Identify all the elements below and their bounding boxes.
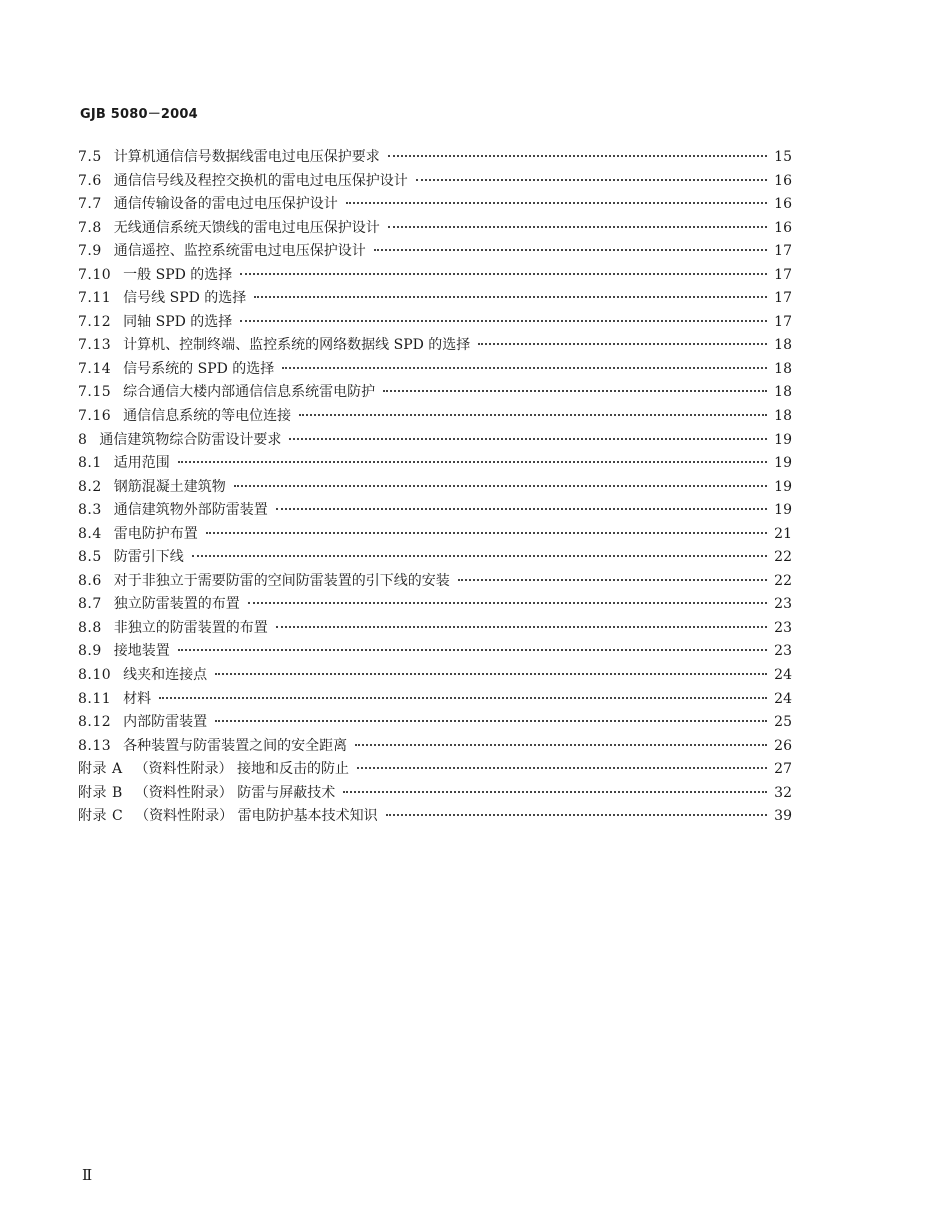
toc-entry[interactable]: [78, 170, 792, 194]
toc-entry-page: 16: [774, 196, 792, 213]
toc-entry-number: 7.8: [78, 219, 102, 236]
toc-entry-title: 通信遥控、监控系统雷电过电压保护设计: [113, 243, 366, 260]
toc-entry-number: 8.13: [78, 737, 112, 754]
toc-entry-page: 23: [774, 643, 792, 660]
toc-entry-number: 7.5: [78, 149, 102, 165]
toc-entry-title: 对于非独立于需要防雷的空间防雷装置的引下线的安装: [113, 572, 450, 589]
toc-entry-title: 雷电防护布置: [113, 525, 198, 542]
toc-entry-title: （资料性附录） 接地和反击的防止: [134, 761, 350, 778]
toc-entry[interactable]: [78, 546, 792, 570]
toc-entry[interactable]: [78, 476, 792, 500]
toc-entry[interactable]: [78, 688, 792, 712]
toc-entry-number: 7.13: [78, 337, 112, 354]
toc-entry-title: （资料性附录） 雷电防护基本技术知识: [135, 808, 378, 825]
toc-entry-number: 7.7: [78, 196, 102, 213]
toc-leader-dots: [357, 767, 767, 769]
toc-leader-dots: [248, 602, 767, 604]
toc-entry-page: 15: [774, 149, 792, 165]
toc-entry-number: 7.16: [78, 408, 112, 425]
toc-entry-page: 24: [774, 667, 792, 684]
toc-entry-number: 7.10: [78, 266, 112, 283]
toc-entry-number: 8.10: [78, 667, 112, 684]
toc-entry-number: 8.5: [78, 549, 102, 566]
table-of-contents: [78, 146, 792, 829]
toc-leader-dots: [416, 179, 767, 181]
toc-leader-dots: [383, 390, 767, 392]
toc-entry-page: 17: [774, 266, 792, 283]
toc-leader-dots: [234, 485, 767, 487]
toc-entry[interactable]: [78, 264, 792, 288]
toc-entry-number: 7.15: [78, 384, 112, 401]
toc-entry[interactable]: [78, 570, 792, 594]
toc-leader-dots: [289, 438, 767, 440]
toc-leader-dots: [282, 367, 767, 369]
toc-leader-dots: [178, 461, 767, 463]
toc-entry-page: 25: [774, 714, 792, 731]
toc-entry[interactable]: [78, 735, 792, 759]
toc-entry-page: 17: [774, 313, 792, 330]
toc-leader-dots: [355, 744, 767, 746]
toc-entry-page: 26: [774, 737, 792, 754]
toc-entry-number: 8.8: [78, 619, 102, 636]
toc-entry[interactable]: [78, 381, 792, 405]
toc-leader-dots: [386, 814, 767, 816]
toc-entry-title: 无线通信系统天馈线的雷电过电压保护设计: [113, 219, 380, 236]
toc-entry-number: 8.9: [78, 643, 102, 660]
toc-entry[interactable]: [78, 664, 792, 688]
toc-entry-page: 18: [774, 337, 792, 354]
toc-entry[interactable]: [78, 523, 792, 547]
toc-leader-dots: [276, 626, 767, 628]
toc-entry[interactable]: [78, 452, 792, 476]
toc-entry-title: 一般 SPD 的选择: [123, 266, 233, 283]
toc-entry-number: 8.11: [78, 690, 112, 707]
toc-entry-number: 8.1: [78, 455, 102, 472]
toc-entry-title: 通信信号线及程控交换机的雷电过电压保护设计: [113, 172, 408, 189]
toc-entry[interactable]: [78, 782, 792, 806]
toc-entry-title: 钢筋混凝土建筑物: [113, 478, 226, 495]
toc-entry[interactable]: [78, 217, 792, 241]
toc-entry-title: 信号线 SPD 的选择: [123, 290, 247, 307]
toc-entry-page: 27: [774, 761, 792, 778]
toc-entry-page: 19: [774, 431, 792, 448]
toc-entry-page: 22: [774, 572, 792, 589]
toc-entry-title: 通信建筑物综合防雷设计要求: [99, 431, 282, 448]
toc-entry-title: 信号系统的 SPD 的选择: [123, 360, 275, 377]
toc-entry-title: 内部防雷装置: [123, 714, 208, 731]
toc-leader-dots: [240, 320, 767, 322]
toc-entry-title: 各种装置与防雷装置之间的安全距离: [123, 737, 348, 754]
toc-entry-title: 通信建筑物外部防雷装置: [113, 502, 268, 519]
toc-entry-page: 16: [774, 219, 792, 236]
toc-leader-dots: [299, 414, 767, 416]
toc-entry[interactable]: [78, 287, 792, 311]
toc-entry[interactable]: [78, 240, 792, 264]
toc-leader-dots: [159, 697, 767, 699]
toc-entry[interactable]: [78, 358, 792, 382]
toc-entry-number: 附录 C: [78, 808, 124, 825]
toc-entry-number: 8.12: [78, 714, 112, 731]
toc-leader-dots: [215, 673, 767, 675]
toc-entry-title: 计算机通信信号数据线雷电过电压保护要求: [113, 149, 380, 165]
toc-entry-page: 23: [774, 596, 792, 613]
toc-entry[interactable]: [78, 311, 792, 335]
toc-entry[interactable]: [78, 805, 792, 829]
toc-leader-dots: [178, 649, 767, 651]
toc-entry[interactable]: [78, 711, 792, 735]
toc-leader-dots: [276, 508, 767, 510]
toc-entry[interactable]: [78, 429, 792, 453]
toc-entry-page: 18: [774, 384, 792, 401]
page-number: Ⅱ: [82, 1166, 93, 1184]
toc-leader-dots: [478, 343, 767, 345]
toc-leader-dots: [254, 296, 767, 298]
toc-entry-page: 18: [774, 408, 792, 425]
toc-entry-title: （资料性附录） 防雷与屏蔽技术: [134, 784, 336, 801]
toc-entry-number: 附录 B: [78, 784, 123, 801]
toc-leader-dots: [388, 155, 767, 157]
toc-leader-dots: [458, 579, 767, 581]
toc-entry-page: 19: [774, 502, 792, 519]
toc-entry-number: 8.7: [78, 596, 102, 613]
toc-entry[interactable]: [78, 146, 792, 170]
toc-entry-number: 7.6: [78, 172, 102, 189]
toc-entry-number: 8: [78, 431, 88, 448]
toc-entry-number: 7.9: [78, 243, 102, 260]
toc-entry[interactable]: [78, 617, 792, 641]
toc-leader-dots: [192, 555, 767, 557]
toc-entry-page: 32: [774, 784, 792, 801]
toc-leader-dots: [206, 532, 767, 534]
toc-leader-dots: [388, 226, 767, 228]
toc-leader-dots: [343, 791, 767, 793]
toc-entry-number: 8.2: [78, 478, 102, 495]
toc-entry-number: 8.6: [78, 572, 102, 589]
toc-entry-title: 综合通信大楼内部通信信息系统雷电防护: [123, 384, 376, 401]
toc-entry-title: 计算机、控制终端、监控系统的网络数据线 SPD 的选择: [123, 337, 471, 354]
toc-entry-title: 通信信息系统的等电位连接: [123, 408, 292, 425]
toc-entry-page: 19: [774, 478, 792, 495]
toc-entry-page: 23: [774, 619, 792, 636]
toc-entry-page: 17: [774, 243, 792, 260]
toc-leader-dots: [374, 249, 767, 251]
toc-entry-page: 17: [774, 290, 792, 307]
toc-entry-title: 防雷引下线: [113, 549, 184, 566]
toc-entry-number: 7.12: [78, 313, 112, 330]
toc-entry-number: 8.3: [78, 502, 102, 519]
toc-entry-title: 非独立的防雷装置的布置: [113, 619, 268, 636]
toc-entry[interactable]: [78, 758, 792, 782]
toc-entry[interactable]: [78, 405, 792, 429]
toc-entry-number: 附录 A: [78, 761, 123, 778]
toc-entry-title: 独立防雷装置的布置: [113, 596, 240, 613]
toc-entry[interactable]: [78, 193, 792, 217]
toc-entry-number: 7.14: [78, 360, 112, 377]
toc-entry-page: 39: [774, 808, 792, 825]
toc-entry-page: 18: [774, 360, 792, 377]
toc-entry[interactable]: [78, 593, 792, 617]
toc-entry-title: 同轴 SPD 的选择: [123, 313, 233, 330]
toc-entry-title: 通信传输设备的雷电过电压保护设计: [113, 196, 338, 213]
toc-entry[interactable]: [78, 334, 792, 358]
toc-leader-dots: [240, 273, 767, 275]
toc-entry-title: 材料: [123, 690, 152, 707]
document-code: GJB 5080－2004: [80, 107, 198, 122]
toc-entry-title: 接地装置: [113, 643, 170, 660]
toc-entry[interactable]: [78, 640, 792, 664]
toc-entry-number: 7.11: [78, 290, 112, 307]
toc-entry-number: 8.4: [78, 525, 102, 542]
toc-leader-dots: [215, 720, 767, 722]
toc-entry-page: 21: [774, 525, 792, 542]
toc-entry-title: 适用范围: [113, 455, 170, 472]
toc-entry-page: 16: [774, 172, 792, 189]
toc-entry[interactable]: [78, 499, 792, 523]
toc-entry-page: 22: [774, 549, 792, 566]
toc-entry-page: 24: [774, 690, 792, 707]
toc-entry-page: 19: [774, 455, 792, 472]
toc-entry-title: 线夹和连接点: [123, 667, 208, 684]
toc-leader-dots: [346, 202, 767, 204]
